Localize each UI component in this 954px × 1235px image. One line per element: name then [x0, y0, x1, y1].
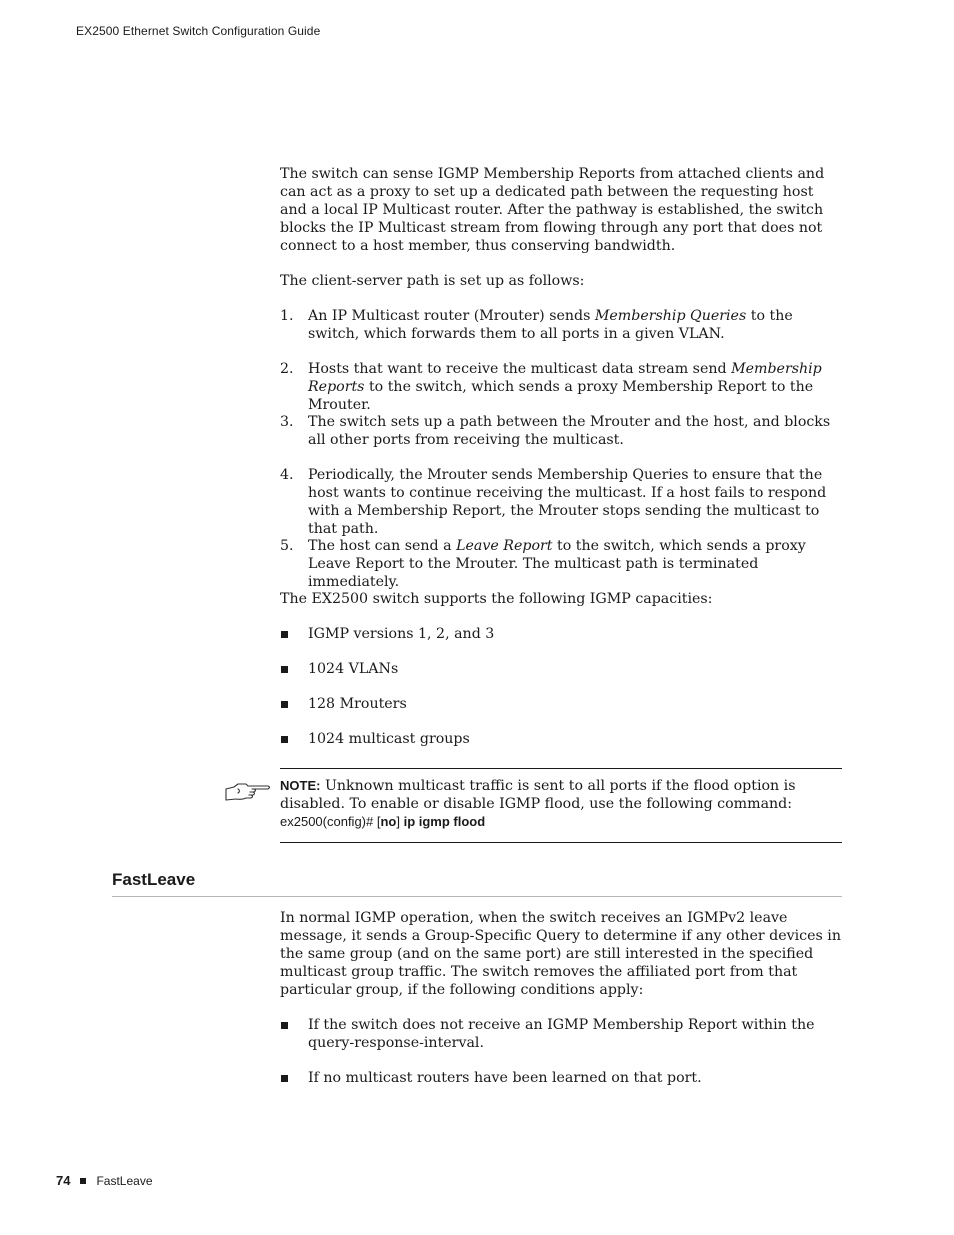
note-bottom-rule — [280, 842, 842, 843]
fastleave-paragraph: In normal IGMP operation, when the switch receives an IGMPv2 leave message, it sends a Group-Specific Query to determine if any other devices in the same group (and on the same port) are still interested in the specified multicast group traffic. The switch removes the affiliated port from that particular group, if the following conditions apply: — [280, 910, 841, 998]
capacity-item: 1024 multicast groups — [280, 730, 842, 748]
capacity-item: 128 Mrouters — [280, 695, 842, 713]
note-command: ex2500(config)# [no] ip igmp flood — [280, 814, 486, 829]
note-block — [280, 777, 842, 831]
step-number: 5. — [280, 538, 294, 554]
capacity-item: 1024 VLANs — [280, 660, 842, 678]
step-emphasis: Membership Queries — [594, 308, 747, 324]
step-number: 3. — [280, 414, 294, 430]
page-footer — [56, 1173, 153, 1188]
condition-item: If the switch does not receive an IGMP Membership Report within the query-response-interval. — [280, 1016, 842, 1052]
capacity-item: IGMP versions 1, 2, and 3 — [280, 625, 842, 643]
bullet-icon — [281, 631, 288, 638]
step-number: 1. — [280, 308, 294, 324]
section-rule — [112, 896, 842, 897]
condition-item: If no multicast routers have been learned on that port. — [280, 1069, 842, 1087]
footer-section: FastLeave — [96, 1174, 153, 1188]
footer-separator-icon — [80, 1178, 86, 1184]
bullet-icon — [281, 1022, 288, 1029]
note-text: Unknown multicast traffic is sent to all ports if the flood option is disabled. To enable or disable IGMP flood, use the following command: — [280, 778, 796, 812]
step-emphasis: Leave Report — [456, 538, 553, 554]
step-5: 5. The host can send a Leave Report to the switch, which sends a proxy Leave Report to the Mrouter. The multicast path is terminated immediately. — [280, 538, 806, 590]
intro-paragraph: The switch can sense IGMP Membership Reports from attached clients and can act as a proxy to set up a dedicated path between the requesting host and a local IP Multicast router. After the pathway is established, the switch blocks the IP Multicast stream from flowing through any port that does not connect to a host member, thus conserving bandwidth. — [280, 166, 825, 254]
capacities-intro: The EX2500 switch supports the following IGMP capacities: — [280, 591, 713, 607]
note-label: NOTE: — [280, 778, 321, 793]
note-top-rule — [280, 768, 842, 769]
step-3: 3. The switch sets up a path between the Mrouter and the host, and blocks all other ports from receiving the multicast. — [280, 414, 831, 448]
bullet-icon — [281, 736, 288, 743]
pointing-hand-icon — [224, 780, 272, 806]
running-head: EX2500 Ethernet Switch Configuration Guide — [76, 24, 321, 38]
path-intro: The client-server path is set up as follows: — [280, 273, 585, 289]
step-1: 1. An IP Multicast router (Mrouter) sends Membership Queries to the switch, which forwards them to all ports in a given VLAN. — [280, 308, 793, 342]
step-emphasis: Membership Reports — [308, 361, 822, 395]
section-heading: FastLeave — [112, 870, 196, 889]
bullet-icon — [281, 666, 288, 673]
step-4: 4. Periodically, the Mrouter sends Membership Queries to ensure that the host wants to continue receiving the multicast. If a host fails to respond with a Membership Report, the Mrouter stops sending the multicast to that path. — [280, 467, 827, 537]
page-number: 74 — [56, 1173, 71, 1188]
step-2: 2. Hosts that want to receive the multicast data stream send Membership Reports to the switch, which sends a proxy Membership Report to the Mrouter. — [280, 361, 822, 413]
bullet-icon — [281, 701, 288, 708]
bullet-icon — [281, 1075, 288, 1082]
step-number: 4. — [280, 467, 294, 483]
step-number: 2. — [280, 361, 294, 377]
